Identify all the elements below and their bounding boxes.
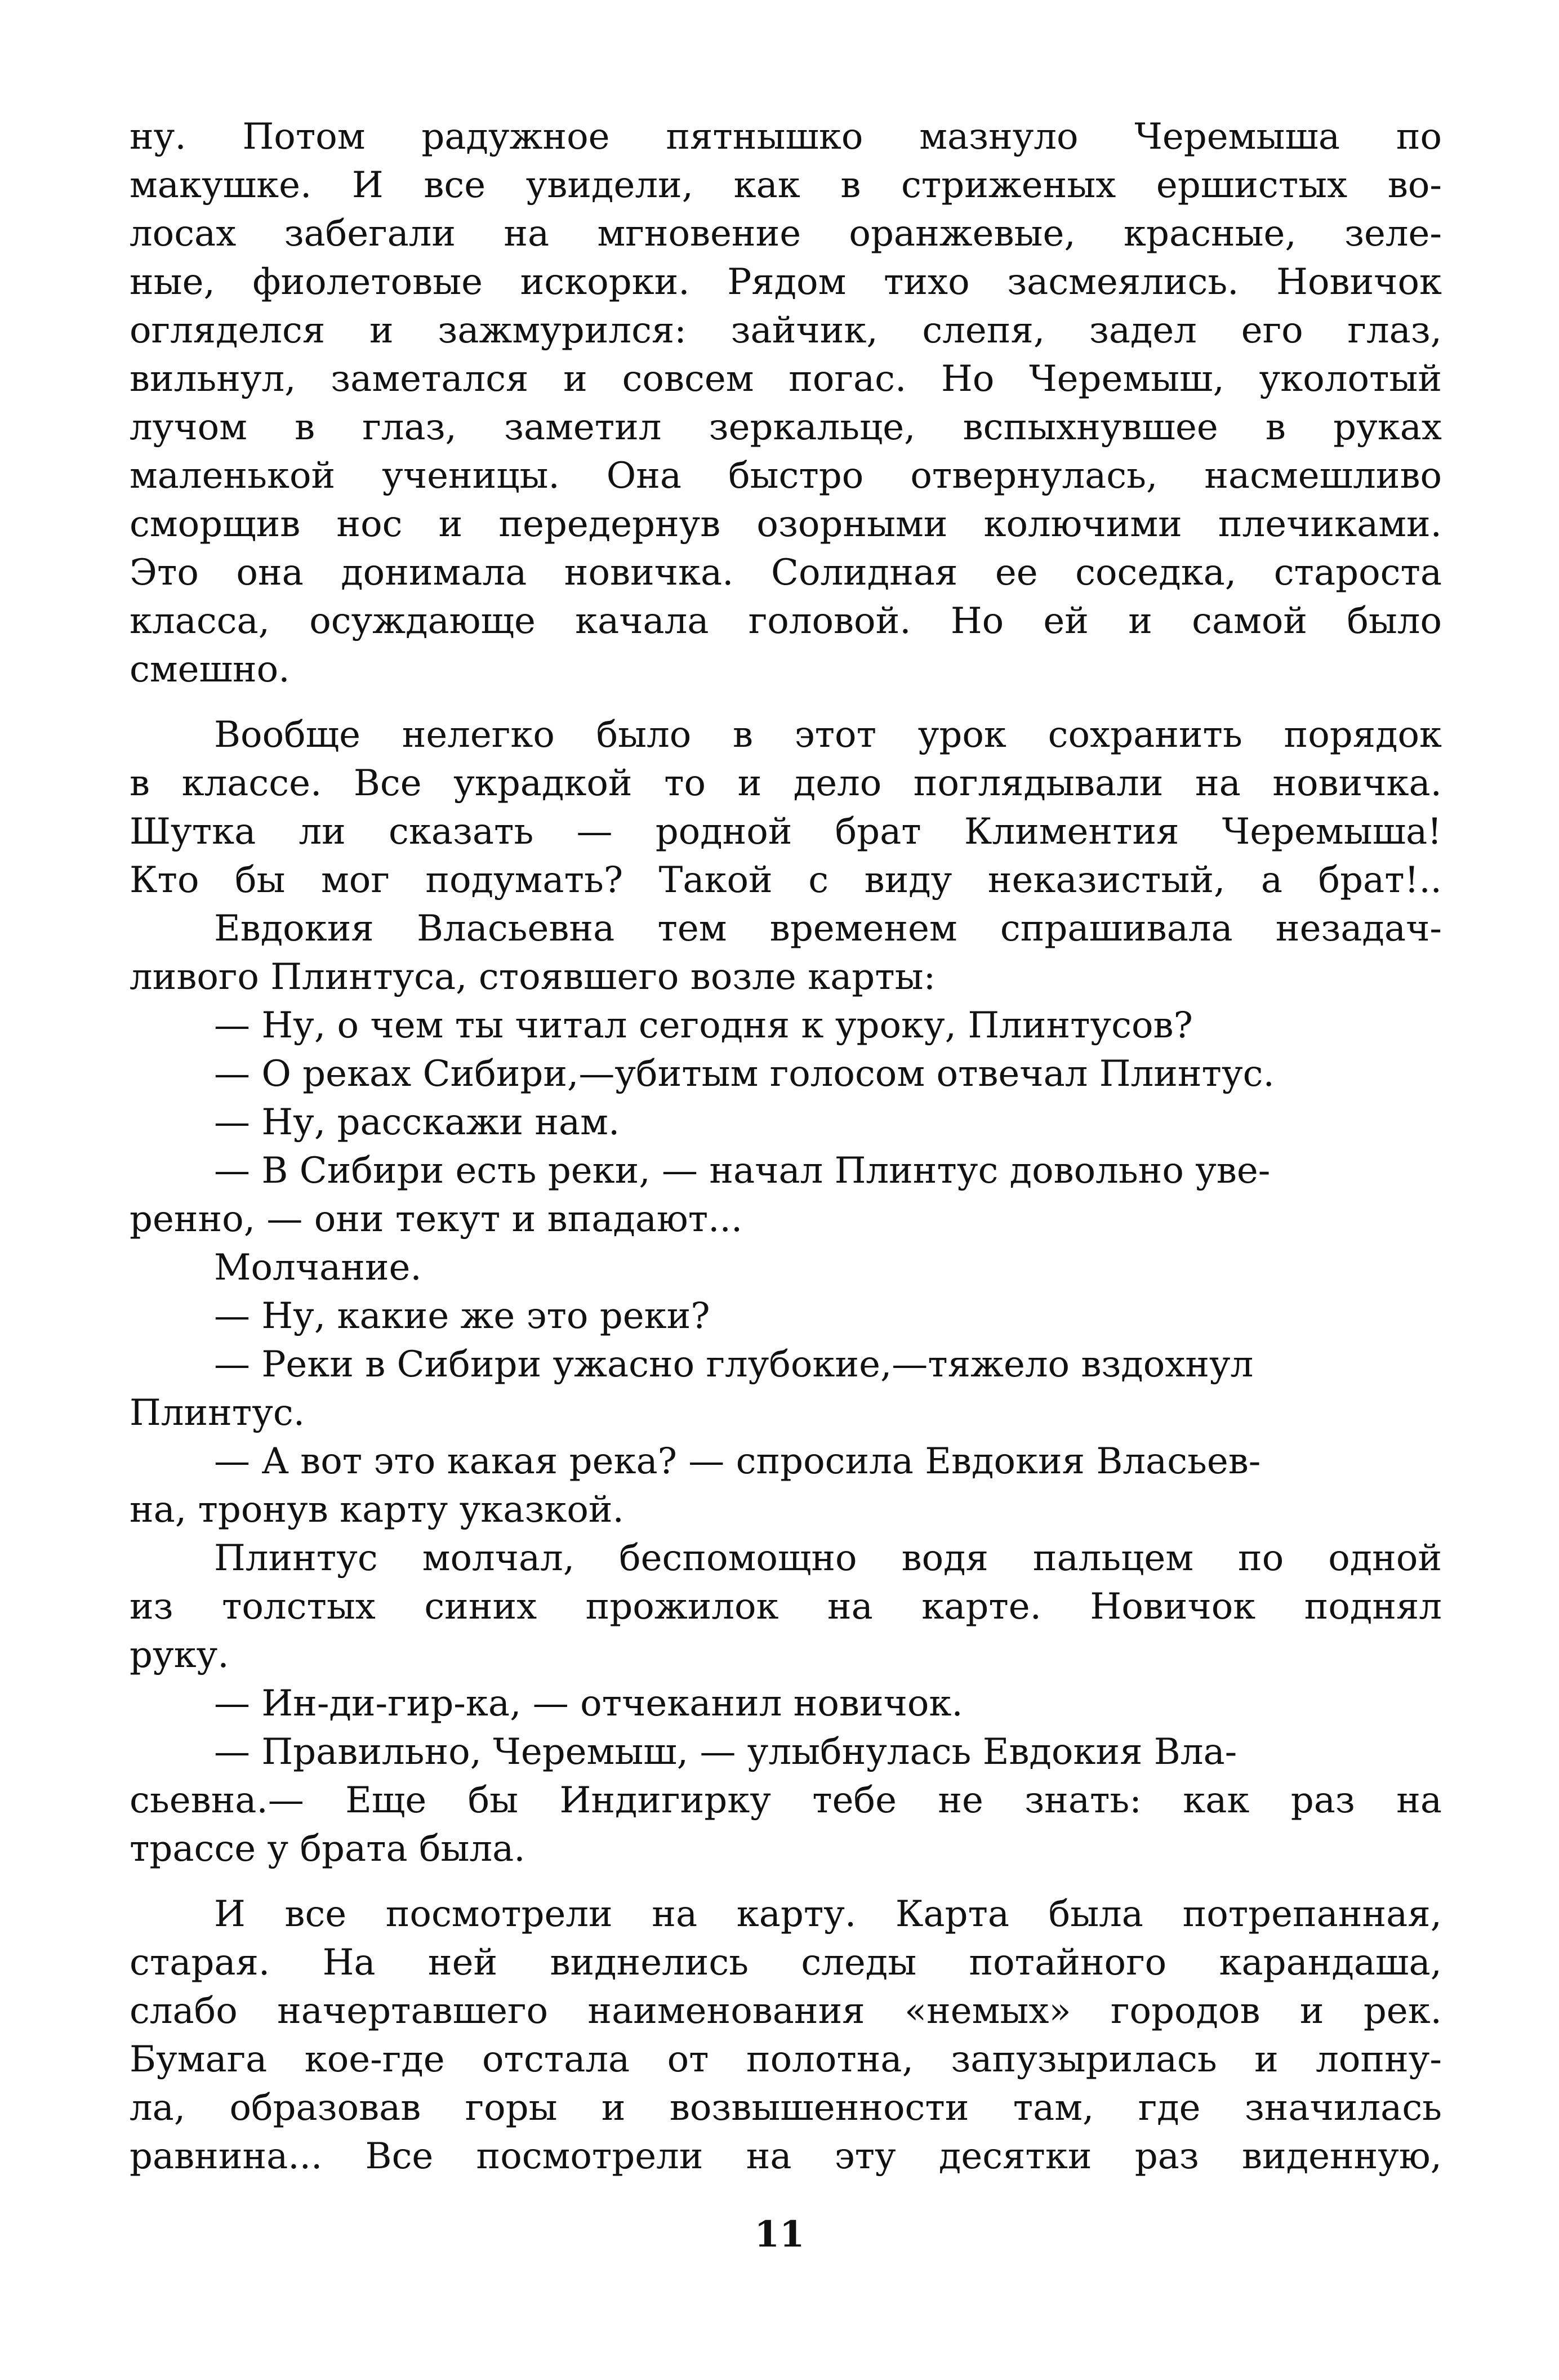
- text-line: Плинтус молчал, беспомощно водя пальцем по одной: [214, 1537, 1442, 1579]
- text-line: — О реках Сибири,—убитым голосом отвечал Плинтус.: [214, 1053, 1275, 1095]
- text-line: — Ну, расскажи нам.: [214, 1102, 620, 1143]
- text-line: маленькой ученицы. Она быстро отвернулась, насмешливо: [130, 455, 1442, 497]
- text-line: Кто бы мог подумать? Такой с виду неказистый, а брат!..: [130, 859, 1442, 901]
- paragraph-gap: [130, 694, 1442, 711]
- text-line: Вообще нелегко было в этот урок сохранить порядок: [214, 714, 1442, 756]
- text-line: на, тронув карту указкой.: [130, 1489, 624, 1531]
- text-line: из толстых синих прожилок на карте. Новичок поднял: [130, 1586, 1442, 1628]
- text-line: сморщив нос и передернув озорными колючими плечиками.: [130, 503, 1442, 545]
- text-line: руку.: [130, 1634, 229, 1676]
- text-line: ные, фиолетовые искорки. Рядом тихо засмеялись. Новичок: [130, 261, 1442, 303]
- text-line: в классе. Все украдкой то и дело поглядывали на новичка.: [130, 763, 1442, 804]
- text-line: ла, образовав горы и возвышенности там, где значилась: [130, 2087, 1442, 2129]
- text-line: ренно, — они текут и впадают...: [130, 1198, 743, 1240]
- text-line: Евдокия Власьевна тем временем спрашивала незадач-: [214, 908, 1442, 950]
- text-line: — В Сибири есть реки, — начал Плинтус довольно уве-: [214, 1150, 1271, 1192]
- text-line: — Правильно, Черемыш, — улыбнулась Евдокия Вла-: [214, 1731, 1237, 1773]
- text-line: огляделся и зажмурился: зайчик, слепя, задел его глаз,: [130, 310, 1442, 351]
- text-line: равнина... Все посмотрели на эту десятки раз виденную,: [130, 2136, 1442, 2177]
- text-line: Это она донимала новичка. Солидная ее соседка, староста: [130, 552, 1442, 594]
- text-line: макушке. И все увидели, как в стриженых ершистых во-: [130, 164, 1442, 206]
- text-line: старая. На ней виднелись следы потайного карандаша,: [130, 1942, 1442, 1984]
- text-line: И все посмотрели на карту. Карта была потрепанная,: [214, 1893, 1442, 1935]
- text-line: — Ин-ди-гир-ка, — отчеканил новичок.: [214, 1683, 963, 1724]
- text-line: трассе у брата была.: [130, 1828, 525, 1870]
- text-line: — А вот это какая река? — спросила Евдокия Власьев-: [214, 1441, 1261, 1482]
- page-number: 11: [754, 2213, 805, 2256]
- text-line: вильнул, заметался и совсем погас. Но Черемыш, уколотый: [130, 358, 1442, 400]
- text-line: лучом в глаз, заметил зеркальце, вспыхнувшее в руках: [130, 407, 1442, 448]
- text-line: слабо начертавшего наименования «немых» городов и рек.: [130, 1990, 1442, 2032]
- text-line: смешно.: [130, 649, 290, 690]
- text-line: — Ну, о чем ты читал сегодня к уроку, Плинтусов?: [214, 1005, 1193, 1046]
- text-line: — Реки в Сибири ужасно глубокие,—тяжело вздохнул: [214, 1344, 1254, 1385]
- paragraph-gap: [130, 1873, 1442, 1890]
- page-text: [130, 113, 1442, 2181]
- text-line: ливого Плинтуса, стоявшего возле карты:: [130, 956, 936, 998]
- text-line: Бумага кое-где отстала от полотна, запузырилась и лопну-: [130, 2039, 1442, 2080]
- text-line: лосах забегали на мгновение оранжевые, красные, зеле-: [130, 213, 1442, 255]
- text-line: сьевна.— Еще бы Индигирку тебе не знать: как раз на: [130, 1780, 1442, 1821]
- text-line: — Ну, какие же это реки?: [214, 1295, 710, 1337]
- text-line: класса, осуждающе качала головой. Но ей и самой было: [130, 600, 1442, 642]
- text-line: Шутка ли сказать — родной брат Климентия Черемыша!: [130, 811, 1442, 853]
- text-line: Плинтус.: [130, 1392, 305, 1434]
- text-line: ну. Потом радужное пятнышко мазнуло Черемыша по: [130, 116, 1442, 158]
- text-line: Молчание.: [214, 1247, 422, 1289]
